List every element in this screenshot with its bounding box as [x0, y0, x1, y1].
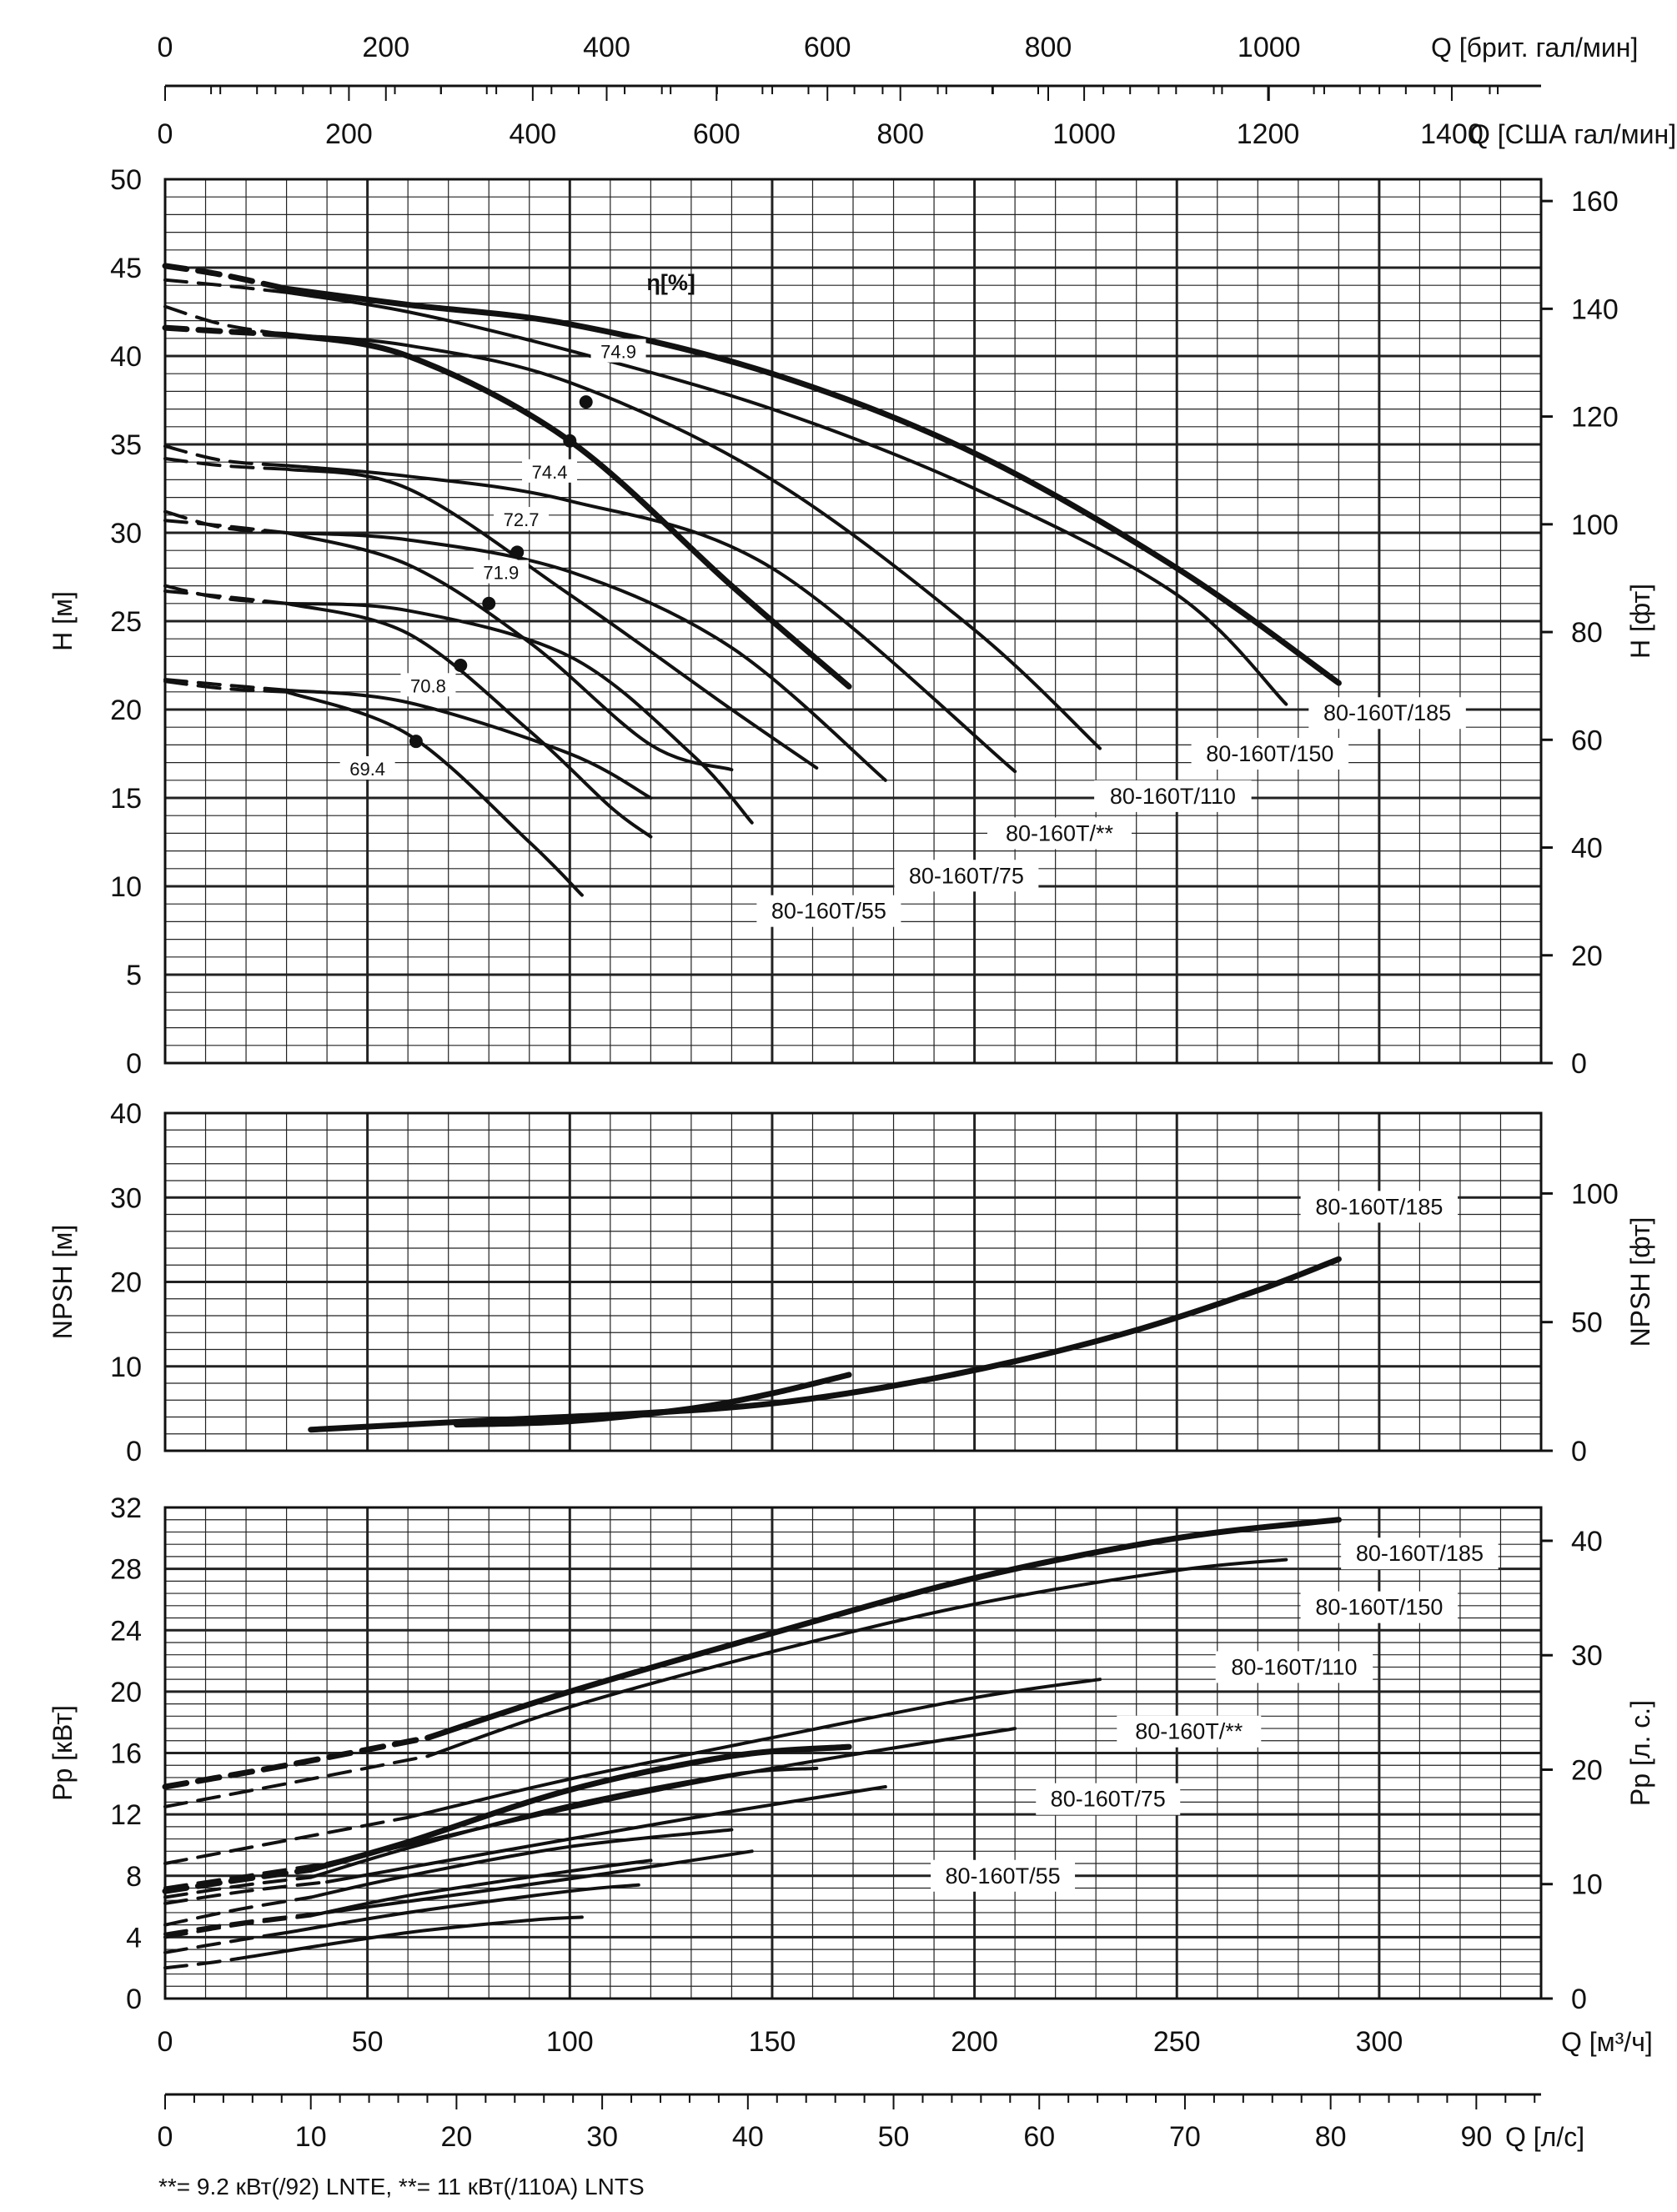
left-tick-label: 28: [110, 1553, 142, 1586]
q-ls-tick-label: 20: [440, 2121, 473, 2153]
right-tick-label: 40: [1571, 832, 1603, 865]
q-usgpm-tick-label: 1200: [1236, 118, 1300, 150]
head-curve-label: 80-160T/110: [1109, 783, 1236, 809]
left-tick-label: 16: [110, 1738, 142, 1770]
q-usgpm-axis-label: Q [США гал/мин]: [1469, 119, 1677, 149]
right-tick-label: 140: [1571, 293, 1619, 326]
right-axis-label: Pp [л. с.]: [1625, 1699, 1655, 1807]
q-ukgpm-axis-label: Q [брит. гал/мин]: [1431, 33, 1639, 63]
right-tick-label: 0: [1571, 1048, 1587, 1080]
grid-layer: [165, 179, 1541, 1999]
q-usgpm-tick-label: 0: [157, 118, 173, 150]
power-curve-80-160t-110: [408, 1679, 1100, 1818]
left-tick-label: 10: [110, 871, 142, 903]
power-curve-label: 80-160T/**: [1135, 1718, 1243, 1744]
head-curve-label: 80-160T/150: [1206, 741, 1334, 766]
q-m3h-axis-label: Q [м³/ч]: [1561, 2027, 1653, 2057]
q-ukgpm-tick-label: 400: [583, 32, 630, 63]
left-tick-label: 30: [110, 518, 142, 549]
head-curve-label: 80-160T/**: [1005, 820, 1114, 846]
right-tick-label: 50: [1571, 1307, 1603, 1339]
right-tick-label: 0: [1571, 1436, 1587, 1467]
head-curve-80-160t-110-low-dashed: [165, 520, 287, 533]
power-curve-label: 80-160T/110: [1231, 1654, 1358, 1680]
left-tick-label: 5: [126, 960, 142, 991]
left-tick-label: 15: [110, 783, 142, 815]
head-curve-80-160t-185-low-dashed: [165, 328, 287, 335]
npsh-curve-label: 80-160T/185: [1315, 1194, 1444, 1220]
q-usgpm-tick-label: 400: [509, 118, 557, 150]
left-tick-label: 20: [110, 1676, 142, 1708]
left-tick-label: 12: [110, 1799, 142, 1832]
left-tick-label: 0: [126, 1436, 142, 1467]
power-curve-label: 80-160T/185: [1355, 1541, 1484, 1567]
curves-layer: [165, 266, 1338, 1968]
q-usgpm-tick-label: 800: [876, 118, 925, 150]
left-tick-label: 35: [110, 429, 142, 461]
left-axis-label: Pp [кВт]: [48, 1705, 78, 1801]
right-tick-label: 20: [1571, 1754, 1603, 1787]
eta-point: [563, 434, 576, 448]
q-m3h-tick-label: 250: [1152, 2026, 1201, 2058]
left-tick-label: 20: [110, 1267, 142, 1299]
q-usgpm-tick-label: 600: [692, 118, 741, 150]
left-tick-label: 40: [110, 341, 142, 373]
right-tick-label: 100: [1571, 1178, 1619, 1211]
left-tick-label: 0: [126, 1984, 142, 2015]
eta-label: 74.4: [531, 461, 568, 483]
right-tick-label: 20: [1571, 940, 1603, 972]
eta-point: [482, 597, 495, 610]
right-tick-label: 10: [1571, 1868, 1603, 1901]
power-curve-80-160t-55-low-dashed: [165, 1959, 238, 1968]
q-usgpm-tick-label: 200: [325, 118, 373, 150]
eta-label: 74.9: [600, 341, 636, 363]
right-tick-label: 100: [1571, 509, 1619, 541]
q-ls-tick-label: 70: [1169, 2121, 1201, 2153]
left-tick-label: 4: [126, 1922, 142, 1954]
left-tick-label: 50: [110, 164, 142, 196]
eta-point: [510, 545, 524, 559]
right-tick-label: 60: [1571, 725, 1603, 757]
right-axis-label: NPSH [фт]: [1625, 1216, 1655, 1347]
power-curve-80-160t-150-low: [311, 1768, 817, 1878]
power-curve-80-160t-185-dashed: [165, 1738, 428, 1787]
right-tick-label: 160: [1571, 186, 1619, 218]
q-m3h-tick-label: 200: [951, 2026, 998, 2058]
power-curve-label: 80-160T/150: [1315, 1594, 1444, 1620]
q-ls-tick-label: 40: [731, 2121, 764, 2153]
npsh-curve-80-160t-185: [311, 1259, 1339, 1430]
eta-point: [580, 395, 593, 409]
power-curve-label: 80-160T/75: [1050, 1786, 1166, 1812]
right-tick-label: 120: [1571, 401, 1619, 434]
left-tick-label: 24: [110, 1615, 142, 1648]
head-curve-label: 80-160T/55: [771, 898, 886, 924]
q-ls-tick-label: 50: [877, 2121, 910, 2153]
q-m3h-tick-label: 50: [351, 2026, 384, 2058]
eta-title: η[%]: [646, 269, 695, 295]
power-curve-label: 80-160T/55: [945, 1863, 1061, 1888]
head-curve-80-160t-55-low: [287, 692, 582, 895]
left-tick-label: 0: [126, 1048, 142, 1080]
left-tick-label: 30: [110, 1182, 142, 1215]
left-axis-label: NPSH [м]: [48, 1224, 78, 1340]
q-ukgpm-tick-label: 0: [157, 32, 173, 63]
labels-layer: [340, 270, 1499, 1892]
eta-point: [409, 735, 423, 748]
power-curve-80-160t-55: [327, 1851, 752, 1913]
power-curve-80-160t-185: [428, 1520, 1338, 1738]
q-ls-tick-label: 30: [586, 2121, 619, 2153]
head-curve-80-160t-185-low: [287, 335, 850, 687]
q-ukgpm-tick-label: 200: [362, 32, 410, 63]
left-tick-label: 8: [126, 1860, 142, 1893]
eta-label: 69.4: [349, 758, 386, 780]
q-ukgpm-tick-label: 1000: [1237, 32, 1301, 63]
q-ukgpm-tick-label: 600: [803, 32, 851, 63]
eta-label: 71.9: [483, 562, 520, 584]
left-tick-label: 40: [110, 1098, 142, 1130]
q-usgpm-tick-label: 1000: [1052, 118, 1116, 150]
q-ls-tick-label: 10: [294, 2121, 327, 2153]
left-tick-label: 45: [110, 253, 142, 284]
q-ls-tick-label: 60: [1023, 2121, 1056, 2153]
right-tick-label: 0: [1571, 1984, 1587, 2015]
q-ukgpm-tick-label: 800: [1024, 32, 1072, 63]
right-tick-label: 40: [1571, 1525, 1603, 1557]
q-m3h-tick-label: 300: [1355, 2026, 1403, 2058]
q-m3h-tick-label: 150: [748, 2026, 796, 2058]
left-axis-label: H [м]: [48, 591, 78, 651]
q-ls-tick-label: 80: [1314, 2121, 1347, 2153]
q-ls-tick-label: 0: [157, 2121, 173, 2153]
q-ls-axis-label: Q [л/с]: [1505, 2122, 1585, 2152]
left-tick-label: 32: [110, 1492, 142, 1524]
right-tick-label: 80: [1571, 617, 1603, 650]
right-tick-label: 30: [1571, 1640, 1603, 1673]
q-m3h-tick-label: 0: [157, 2026, 173, 2058]
head-curve-label: 80-160T/75: [908, 863, 1024, 889]
q-usgpm-tick-label: 1400: [1420, 118, 1484, 150]
footnote: **= 9.2 кВт(/92) LNTE, **= 11 кВт(/110A) LNTS: [158, 2174, 645, 2199]
axes-layer: [48, 32, 1676, 2153]
left-tick-label: 20: [110, 695, 142, 726]
eta-label: 72.7: [503, 509, 540, 531]
eta-point: [454, 659, 467, 672]
q-ls-tick-label: 90: [1460, 2121, 1493, 2153]
left-tick-label: 10: [110, 1351, 142, 1383]
head-curve-80-160t-low-dashed: [165, 591, 287, 604]
left-tick-label: 25: [110, 606, 142, 638]
right-axis-label: H [фт]: [1625, 583, 1655, 660]
head-curve-label: 80-160T/185: [1323, 700, 1452, 726]
eta-label: 70.8: [410, 675, 446, 697]
q-m3h-tick-label: 100: [545, 2026, 594, 2058]
